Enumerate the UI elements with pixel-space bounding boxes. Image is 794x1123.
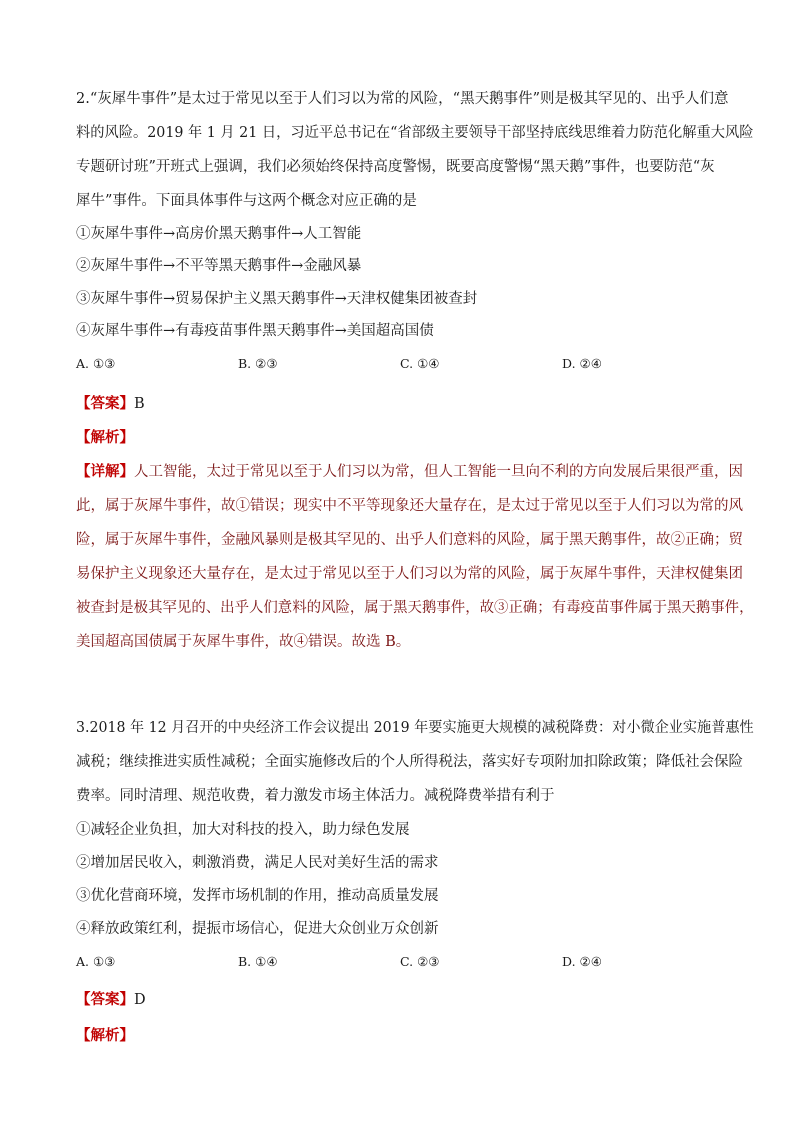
q3-stem-line-2: 减税；继续推进实质性减税；全面实施修改后的个人所得税法，落实好专项附加扣除政策；降低社会保险 [76,754,743,770]
q3-analysis-tag: 【解析】 [76,1027,134,1044]
q2-detail-line-4: 易保护主义现象还大量存在，是太过于常见以至于人们习以为常的风险，属于灰犀牛事件，天津权健集团 [76,566,743,582]
q2-item-1: ①灰犀牛事件→高房价黑天鹅事件→人工智能 [76,226,362,242]
q3-stem-line-1: 3.2018 年 12 月召开的中央经济工作会议提出 2019 年要实施更大规模的减税降费：对小微企业实施普惠性 [76,720,754,736]
q3-item-1: ①减轻企业负担，加大对科技的投入，助力绿色发展 [76,822,410,838]
q2-item-4: ④灰犀牛事件→有毒疫苗事件黑天鹅事件→美国超高国债 [76,323,434,339]
q2-analysis-tag: 【解析】 [76,429,134,446]
q3-option-c: C. ②③ [400,954,440,969]
q3-analysis [76,1026,134,1046]
q3-answer-value: D [134,992,146,1008]
q3-stem-line-3: 费率。同时清理、规范收费，着力激发市场主体活力。减税降费举措有利于 [76,788,555,804]
q3-item-2: ②增加居民收入，刺激消费，满足人民对美好生活的需求 [76,855,439,871]
q2-item-3: ③灰犀牛事件→贸易保护主义黑天鹅事件→天津权健集团被查封 [76,291,478,307]
q2-stem-line-1: 2.“灰犀牛事件”是太过于常见以至于人们习以为常的风险，“黑天鹅事件”则是极其罕见的、出乎人们意 [76,91,729,107]
q2-option-c: C. ①④ [400,356,440,371]
q2-option-d: D. ②④ [562,356,602,371]
q2-answer-tag: 【答案】 [76,395,134,412]
q3-item-4: ④释放政策红利，提振市场信心，促进大众创业万众创新 [76,921,439,937]
q2-option-b: B. ②③ [238,356,278,371]
q2-answer [76,394,145,414]
q2-item-2: ②灰犀牛事件→不平等黑天鹅事件→金融风暴 [76,258,362,274]
q2-stem-line-3: 专题研讨班”开班式上强调，我们必须始终保持高度警惕，既要高度警惕“黑天鹅”事件，也要防范“灰 [76,159,715,175]
q3-answer [76,990,146,1010]
q3-option-b: B. ①④ [238,954,278,969]
q2-answer-value: B [134,396,145,412]
q2-stem-line-4: 犀牛”事件。下面具体事件与这两个概念对应正确的是 [76,193,417,209]
q3-option-d: D. ②④ [562,954,602,969]
q2-detail-line-5: 被查封是极其罕见的、出乎人们意料的风险，属于黑天鹅事件，故③正确；有毒疫苗事件属于黑天鹅事件， [76,600,754,616]
q3-option-a: A. ①③ [76,954,116,969]
q2-detail-tag: 【详解】 [76,463,134,480]
q2-stem-line-2: 料的风险。2019 年 1 月 21 日，习近平总书记在“省部级主要领导干部坚持底线思维着力防范化解重大风险 [76,125,754,141]
q2-option-a: A. ①③ [76,356,116,371]
q2-detail-line-2: 此，属于灰犀牛事件，故①错误；现实中不平等现象还大量存在，是太过于常见以至于人们习以为常的风 [76,498,743,514]
q3-item-3: ③优化营商环境，发挥市场机制的作用，推动高质量发展 [76,888,439,904]
q2-detail-line-1 [76,462,743,482]
q2-detail-text-1: 人工智能，太过于常见以至于人们习以为常，但人工智能一旦向不利的方向发展后果很严重，因 [134,464,743,480]
q3-answer-tag: 【答案】 [76,991,134,1008]
q2-analysis [76,428,134,448]
q2-detail-line-3: 险，属于灰犀牛事件，金融风暴则是极其罕见的、出乎人们意料的风险，属于黑天鹅事件，故②正确；贸 [76,532,743,548]
q2-detail-line-6: 美国超高国债属于灰犀牛事件，故④错误。故选 B。 [76,634,411,650]
